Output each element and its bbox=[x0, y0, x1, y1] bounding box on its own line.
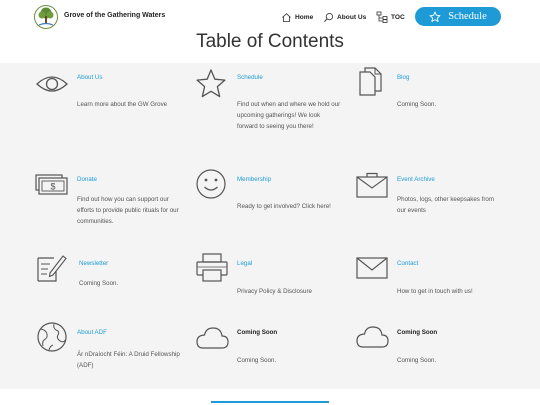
eye-icon bbox=[35, 72, 69, 96]
documents-icon bbox=[358, 67, 384, 99]
card-title[interactable]: Legal bbox=[237, 260, 253, 267]
search-icon bbox=[323, 12, 334, 23]
nav-toc-label: TOC bbox=[391, 13, 405, 21]
cloud-icon bbox=[195, 326, 229, 350]
card-desc: Ready to get involved? Click here! bbox=[237, 203, 331, 210]
card-title[interactable]: Membership bbox=[237, 176, 272, 183]
card-title[interactable]: Contact bbox=[397, 260, 419, 267]
cloud-icon bbox=[355, 325, 389, 349]
card-desc: Coming Soon. bbox=[397, 101, 437, 108]
schedule-button[interactable] bbox=[415, 7, 501, 26]
card-desc: Ár nDraíocht Féin: A Druid Fellowship (ADF) bbox=[77, 351, 180, 369]
card-desc: Photos, logs, other keepsakes from our events bbox=[397, 196, 494, 214]
envelope-icon bbox=[356, 257, 388, 279]
bottom-accent-divider bbox=[211, 401, 329, 403]
globe-icon bbox=[36, 321, 68, 353]
edit-icon bbox=[36, 253, 68, 283]
card-desc: Learn more about the GW Grove bbox=[77, 101, 168, 108]
card-title[interactable]: Donate bbox=[77, 176, 97, 183]
card-desc: Coming Soon. bbox=[397, 357, 437, 364]
card-desc: How to get in touch with us! bbox=[397, 288, 473, 295]
card-desc: Find out how you can support our efforts to provide public rituals for our communities. bbox=[77, 196, 179, 225]
schedule-button-label: Schedule bbox=[448, 11, 487, 22]
grove-logo-icon[interactable] bbox=[34, 4, 58, 30]
toc-panel bbox=[0, 63, 540, 389]
sitemap-icon bbox=[376, 11, 388, 23]
nav-about-label: About Us bbox=[337, 13, 367, 21]
card-title[interactable]: Event Archive bbox=[397, 176, 435, 183]
star-outline-icon bbox=[429, 11, 441, 23]
smiley-icon bbox=[195, 168, 227, 200]
card-desc: Coming Soon. bbox=[79, 280, 119, 287]
card-desc: Find out when and where we hold our upcoming gatherings! We look forward to seeing you there! bbox=[237, 101, 341, 130]
svg-text:$: $ bbox=[50, 181, 56, 192]
nav-home-label: Home bbox=[295, 13, 314, 21]
card-title[interactable]: Coming Soon bbox=[237, 329, 278, 336]
money-icon bbox=[35, 174, 69, 196]
card-title[interactable]: Coming Soon bbox=[397, 329, 438, 336]
card-title[interactable]: Blog bbox=[397, 74, 410, 81]
home-icon bbox=[281, 12, 292, 23]
nav-toc[interactable] bbox=[376, 8, 405, 26]
card-title[interactable]: About Us bbox=[77, 74, 103, 81]
nav-home[interactable] bbox=[281, 8, 313, 26]
star-icon bbox=[195, 68, 227, 100]
page-title: Table of Contents bbox=[196, 31, 344, 52]
card-desc: Privacy Policy & Disclosure bbox=[237, 288, 312, 295]
nav-about[interactable] bbox=[323, 8, 366, 26]
card-title[interactable]: Schedule bbox=[237, 74, 263, 81]
card-desc: Coming Soon. bbox=[237, 357, 277, 364]
card-title[interactable]: About ADF bbox=[77, 329, 107, 336]
printer-icon bbox=[196, 253, 228, 283]
card-title[interactable]: Newsletter bbox=[79, 260, 109, 267]
site-header bbox=[0, 0, 540, 34]
site-name[interactable]: Grove of the Gathering Waters bbox=[64, 12, 166, 19]
briefcase-icon bbox=[356, 172, 388, 198]
